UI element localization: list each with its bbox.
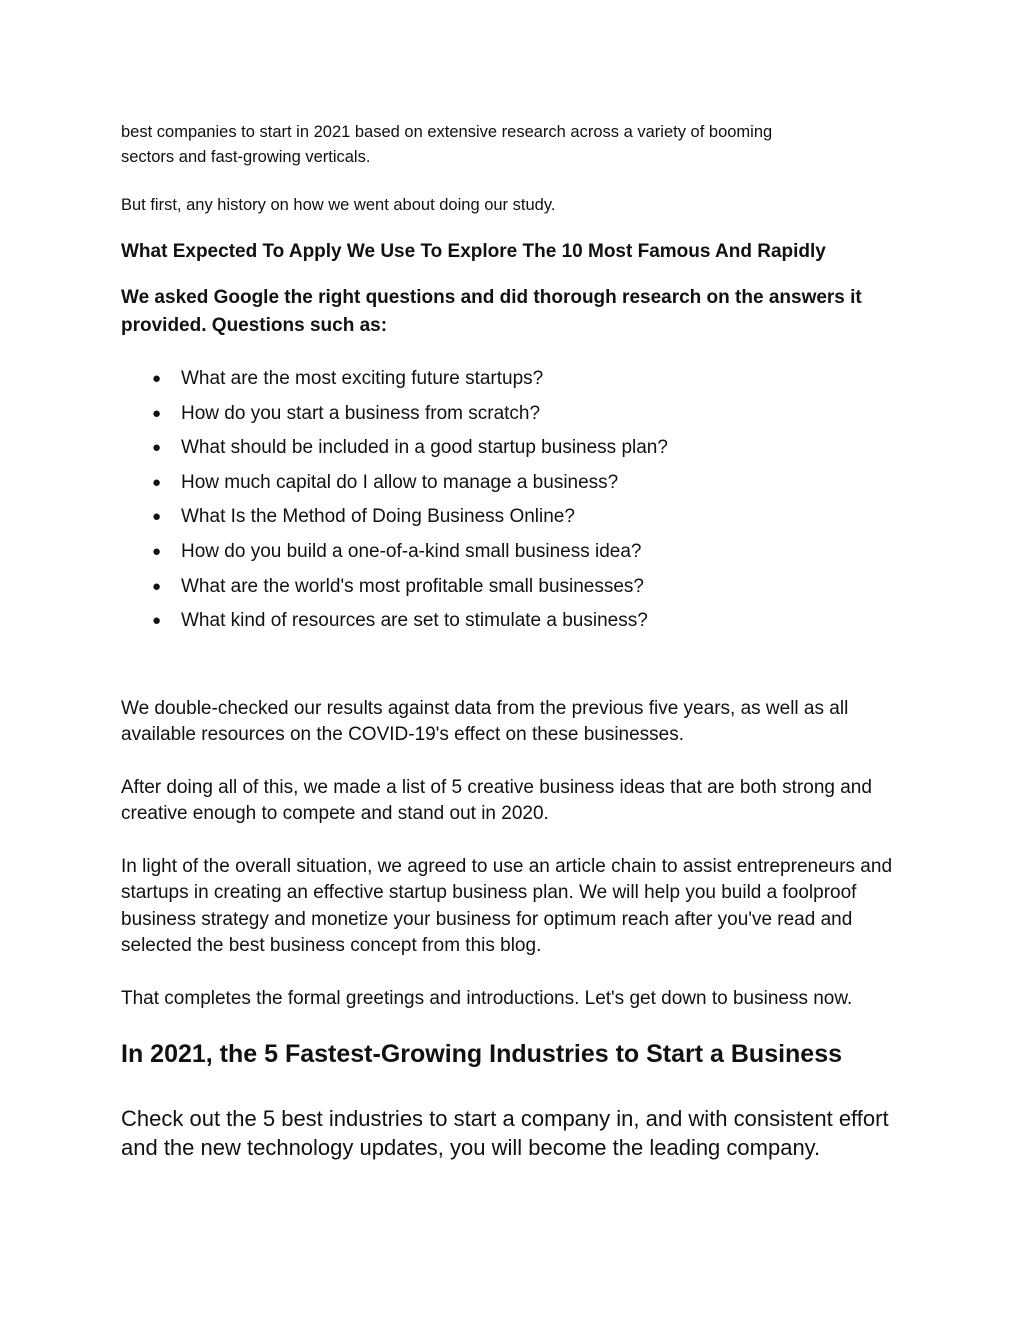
list-item (121, 570, 911, 605)
question-text: How much capital do I allow to manage a business? (181, 471, 619, 493)
questions-list (121, 362, 911, 639)
bullet-icon: ● (152, 577, 162, 595)
bullet-icon: ● (152, 473, 162, 491)
bullet-icon: ● (152, 404, 162, 422)
question-text: What are the world's most profitable small businesses? (181, 575, 644, 597)
method-heading: What Expected To Apply We Use To Explore The 10 Most Famous And Rapidly (121, 241, 826, 262)
document-page (121, 120, 911, 1162)
bullet-icon: ● (152, 439, 162, 457)
question-text: What are the most exciting future startups? (181, 368, 544, 389)
bullet-icon: ● (152, 612, 162, 630)
list-item (121, 535, 911, 570)
list-item (121, 604, 911, 639)
strategy-paragraph: In light of the overall situation, we agreed to use an article chain to assist entrepreneurs and startups in creating an effective startup business plan. We will help you build a foolproof business strategy and monetize your business for optimum reach after you've read and selected the best business concept from this blog. (121, 855, 893, 957)
question-text: How do you start a business from scratch? (181, 402, 541, 424)
list-item (121, 466, 911, 501)
list-item (121, 431, 911, 466)
section-body: Check out the 5 best industries to start a company in, and with consistent effort and the new technology updates, you will become the leading company. (121, 1106, 889, 1161)
list-item (121, 500, 911, 535)
results-paragraph: We double-checked our results against data from the previous five years, as well as all available resources on the COVID-19's effect on these businesses. (121, 697, 849, 746)
history-paragraph: But first, any history on how we went about doing our study. (121, 196, 556, 214)
bullet-icon: ● (152, 508, 162, 526)
questions-intro: We asked Google the right questions and did thorough research on the answers it provided. Questions such as: (121, 287, 862, 336)
bullet-icon: ● (152, 542, 162, 560)
intro-line-1: best companies to start in 2021 based on extensive research across a variety of booming (121, 123, 773, 141)
intro-line-2: sectors and fast-growing verticals. (121, 148, 371, 166)
list-item (121, 397, 911, 432)
question-text: What should be included in a good startup business plan? (181, 437, 668, 459)
list-item (121, 362, 911, 397)
question-text: How do you build a one-of-a-kind small business idea? (181, 540, 642, 562)
greetings-paragraph: That completes the formal greetings and introductions. Let's get down to business now. (121, 987, 853, 1009)
section-heading: In 2021, the 5 Fastest-Growing Industries to Start a Business (121, 1040, 843, 1069)
question-text: What kind of resources are set to stimulate a business? (181, 610, 648, 632)
question-text: What Is the Method of Doing Business Online? (181, 506, 575, 528)
list-paragraph: After doing all of this, we made a list of 5 creative business ideas that are both strong and creative enough to compete and stand out in 2020. (121, 776, 872, 825)
bullet-icon: ● (152, 370, 162, 387)
